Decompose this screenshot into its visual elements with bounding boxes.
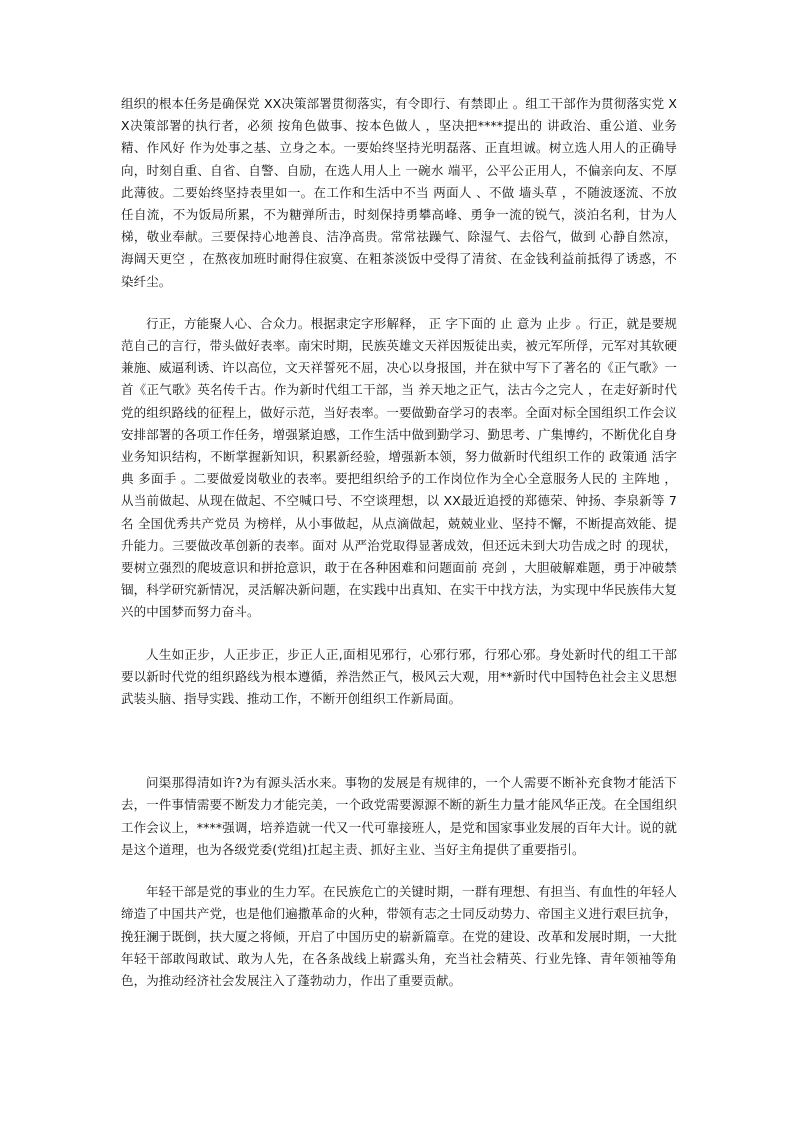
- paragraph-source-of-living-water: 问渠那得清如许?为有源头活水来。事物的发展是有规律的，一个人需要不断补充食物才能活下去，一件事情需要不断发力才能完美，一个政党需要源源不断的新生力量才能风华正茂。在全国组织工作会议上，****强调，培养造就一代又一代可靠接班人，是党和国家事业发展的百年大计。说的就是这个道理，也为各级党委(党组)扛起主责、抓好主业、当好主角提供了重要指引。: [121, 775, 677, 857]
- paragraph-gap: [121, 293, 677, 313]
- section-gap: [121, 710, 677, 772]
- paragraph-life-like-marching: 人生如正步，人正步正，步正人正,面相见邪行，心邪行邪，行邪心邪。身处新时代的组工干部要以新时代党的组织路线为根本遵循，养浩然正气，极风云大观，用**新时代中国特色社会主义思想武装头脑、指导实践、推动工作，不断开创组织工作新局面。: [121, 646, 677, 707]
- paragraph-conduct-upright: 行正，方能聚人心、合众力。根据隶定字形解释， 正 字下面的 止 意为 止步 。行正，就是要规范自己的言行，带头做好表率。南宋时期，民族英雄文天祥因叛徒出卖，被元军所俘，元军对其软硬兼施、威逼利诱、许以高位，文天祥誓死不屈，决心以身报国，并在狱中写下了著名的《正气歌》一首《正气歌》英名传千古。作为新时代组工干部，当 养天地之正气，法古今之完人 ，在走好新时代党的组织路线的征程上，做好示范，当好表率。一要做勤奋学习的表率。全面对标全国组织工作会议安排部署的各项工作任务，增强紧迫感，工作生活中做到勤学习、勤思考、广集博约，不断优化自身业务知识结构，不断掌握新知识，积累新经验，增强新本领，努力做新时代组织工作的 政策通 活字典 多面手 。二要做爱岗敬业的表率。要把组织给予的工作岗位作为全心全意服务人民的 主阵地 ，从当前做起、从现在做起、不空喊口号、不空谈理想，以 XX最近追授的郑德荣、钟扬、李泉新等 7 名 全国优秀共产党员 为榜样，从小事做起，从点滴做起，兢兢业业、坚持不懈，不断提高效能、提升能力。三要做改革创新的表率。面对 从严治党取得显著成效，但还远未到大功告成之时 的现状，要树立强烈的爬坡意识和拼抢意识，敢于在各种困难和问题面前 亮剑 ，大胆破解难题，勇于冲破禁锢，科学研究新情况，灵活解决新问题，在实践中出真知、在实干中找方法，为实现中华民族伟大复兴的中国梦而努力奋斗。: [121, 315, 677, 620]
- document-page: [121, 93, 677, 992]
- paragraph-gap: [121, 624, 677, 644]
- paragraph-role-of-organization-cadres: 组织的根本任务是确保党 XX决策部署贯彻落实，有令即行、有禁即止 。组工干部作为贯彻落实党 XX决策部署的执行者，必须 按角色做事、按本色做人 ，坚决把****提出的 讲政治、重公道、业务精、作风好 作为处事之基、立身之本。一要始终坚持光明磊落、正直坦诚。树立选人用人的正确导向，时刻自重、自省、自警、自励，在选人用人上 一碗水 端平，公平公正用人，不偏亲向友、不厚此薄彼。二要始终坚持表里如一。在工作和生活中不当 两面人 、不做 墙头草 ，不随波逐流、不放任自流，不为饭局所累，不为糖弹所击，时刻保持勇攀高峰、勇争一流的锐气，淡泊名利，甘为人梯，敬业奉献。三要保持心地善良、洁净高贵。常常祛躁气、除湿气、去俗气，做到 心静自然凉，海阔天更空 ，在熬夜加班时耐得住寂寞、在粗茶淡饭中受得了清贫、在金钱利益前抵得了诱惑，不染纤尘。: [121, 96, 677, 289]
- paragraph-young-cadres: 年轻干部是党的事业的生力军。在民族危亡的关键时期，一群有理想、有担当、有血性的年轻人缔造了中国共产党，也是他们遍撒革命的火种，带领有志之士同反动势力、帝国主义进行艰巨抗争，挽狂澜于既倒，扶大厦之将倾，开启了中国历史的崭新篇章。在党的建设、改革和发展时期，一大批年轻干部敢闯敢试、敢为人先，在各条战线上崭露头角，充当社会精英、行业先锋、青年领袖等角色，为推动经济社会发展注入了蓬勃动力，作出了重要贡献。: [121, 884, 677, 988]
- paragraph-gap: [121, 861, 677, 881]
